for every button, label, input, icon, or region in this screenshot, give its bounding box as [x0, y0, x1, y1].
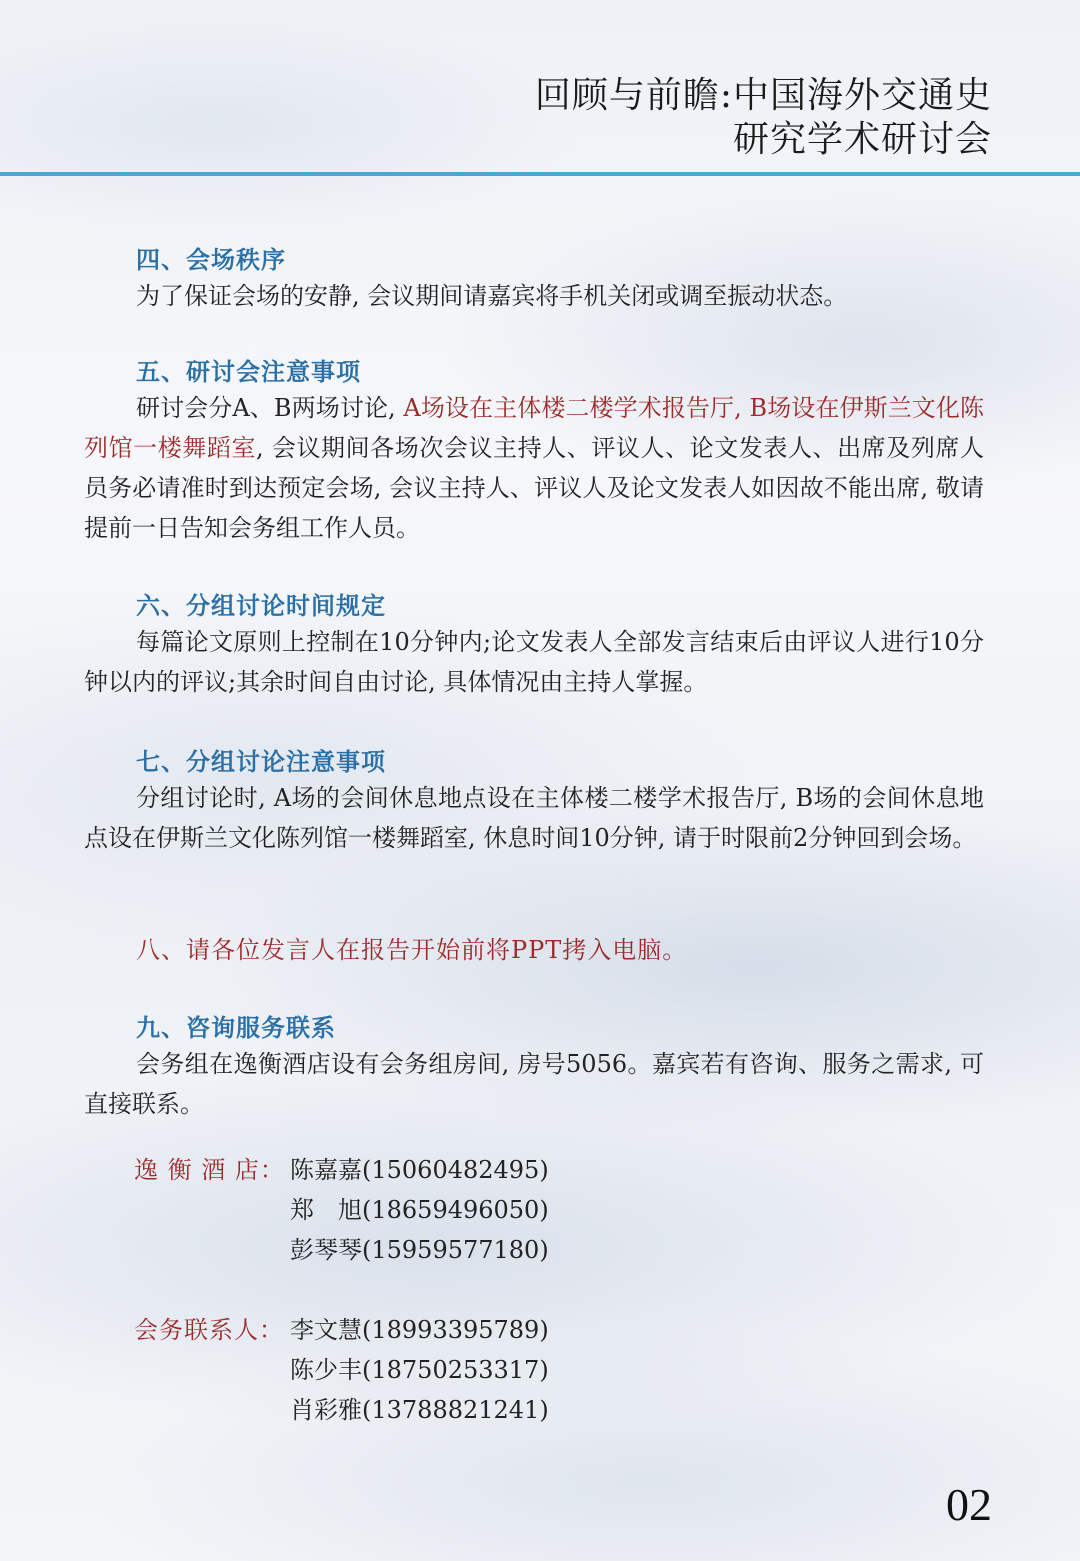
- section-5-heading: 五、研讨会注意事项: [136, 357, 361, 386]
- section-7-heading: 七、分组讨论注意事项: [136, 747, 386, 776]
- contact-item: 彭琴琴(15959577180): [290, 1236, 549, 1264]
- section-7-text: 分组讨论时, A场的会间休息地点设在主体楼二楼学术报告厅, B场的会间休息地点设在伊斯兰文化陈列馆一楼舞蹈室, 休息时间10分钟, 请于时限前2分钟回到会场。: [84, 784, 984, 852]
- section-5-text: [84, 388, 984, 548]
- affairs-contacts-list: [290, 1310, 549, 1430]
- section-5-text-a: 研讨会分A、B两场讨论,: [136, 394, 404, 422]
- document-title: [535, 74, 992, 162]
- title-line-2: 研究学术研讨会: [732, 119, 992, 160]
- section-9-heading: 九、咨询服务联系: [136, 1013, 336, 1042]
- section-6-heading: 六、分组讨论时间规定: [136, 591, 386, 620]
- contact-item: 李文慧(18993395789): [290, 1316, 549, 1344]
- contact-item: 陈少丰(18750253317): [290, 1356, 549, 1384]
- section-8-notice: 八、请各位发言人在报告开始前将PPT拷入电脑。: [136, 936, 688, 964]
- page-header: [0, 0, 1080, 176]
- hotel-contacts-list: [290, 1150, 549, 1270]
- contact-item: 肖彩雅(13788821241): [290, 1396, 549, 1424]
- section-5-venue-highlight: A场设在主体楼二楼学术报告厅, B场设在伊斯兰文化陈列馆一楼舞蹈室: [84, 394, 984, 462]
- section-4-text: 为了保证会场的安静, 会议期间请嘉宾将手机关闭或调至振动状态。: [136, 282, 848, 310]
- page-number: 02: [946, 1479, 992, 1530]
- section-5-text-b: , 会议期间各场次会议主持人、评议人、论文发表人、出席及列席人员务必请准时到达预定会场, 会议主持人、评议人及论文发表人如因故不能出席, 敬请提前一日告知会务组工作人员。: [84, 434, 984, 542]
- title-line-1: 回顾与前瞻:中国海外交通史: [534, 75, 992, 116]
- contact-item: 郑 旭(18659496050): [290, 1196, 549, 1224]
- hotel-contacts-label: 逸 衡 酒 店：: [134, 1156, 285, 1184]
- affairs-contacts-label: 会务联系人：: [134, 1316, 284, 1344]
- contact-item: 陈嘉嘉(15060482495): [290, 1156, 549, 1184]
- section-6-text: 每篇论文原则上控制在10分钟内;论文发表人全部发言结束后由评议人进行10分钟以内的评议;其余时间自由讨论, 具体情况由主持人掌握。: [84, 628, 984, 696]
- section-4-heading: 四、会场秩序: [136, 245, 286, 274]
- section-9-text: 会务组在逸衡酒店设有会务组房间, 房号5056。嘉宾若有咨询、服务之需求, 可直接联系。: [84, 1050, 984, 1118]
